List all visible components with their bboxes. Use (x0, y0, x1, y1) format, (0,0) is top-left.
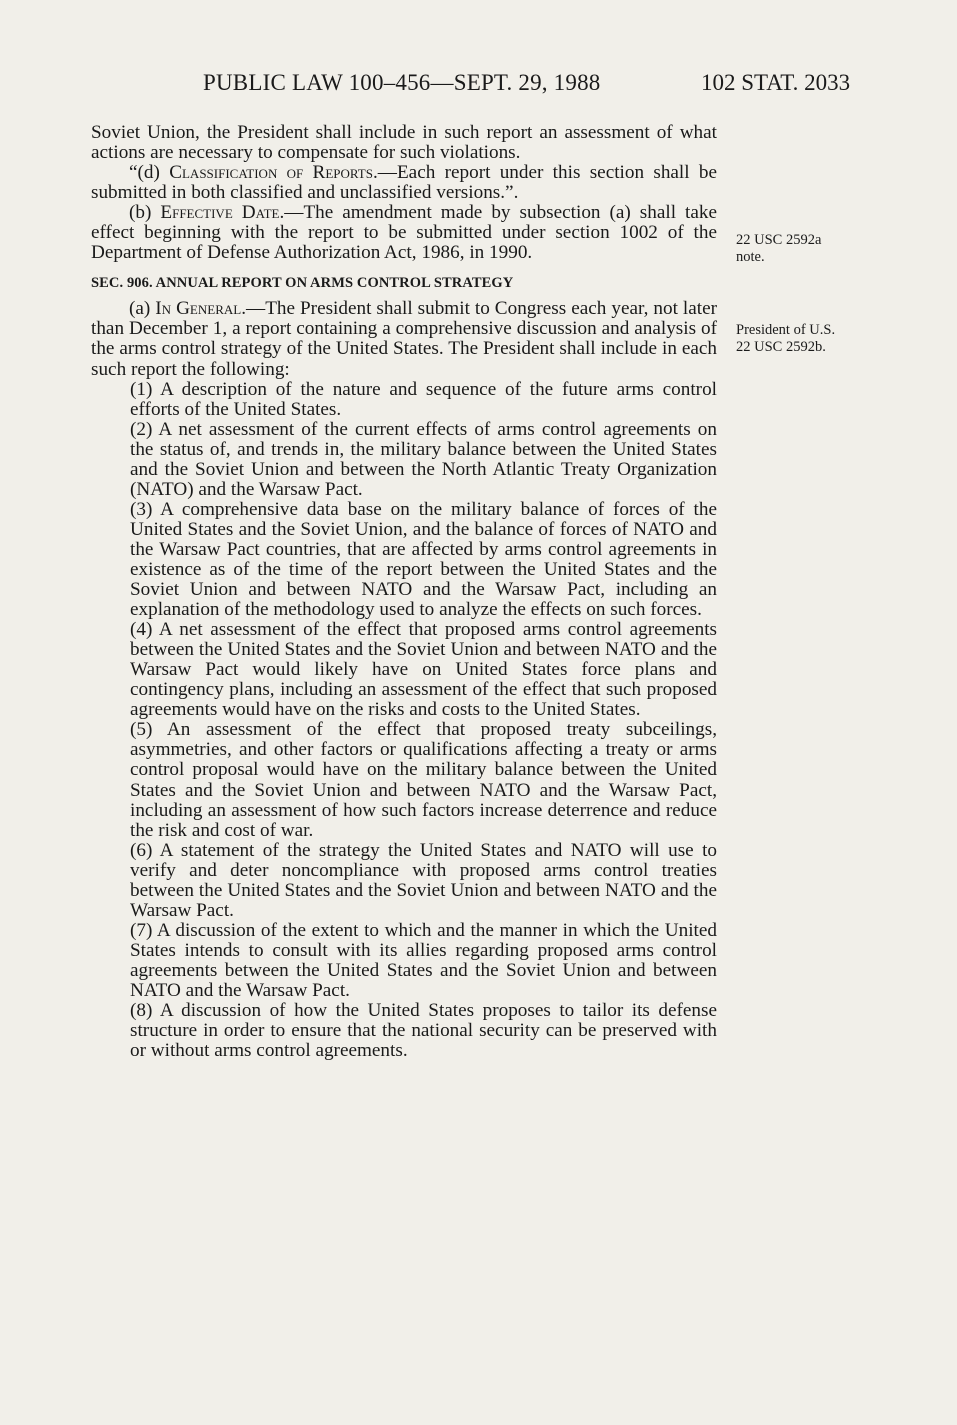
list-item: (6) A statement of the strategy the United States and NATO will use to verify and deter noncompliance with proposed arms control treaties between the United States and the Soviet Union and between NATO and the Warsaw Pact. (130, 839, 717, 921)
paragraph-subsection-b (91, 203, 717, 263)
subsection-text: .—Each report under this section shall be submitted in both classified and unclassified versions.”. (91, 162, 717, 204)
margin-note-usc-2592b (736, 322, 835, 356)
subsection-open: (a) (129, 298, 156, 320)
list-item: (5) An assessment of the effect that proposed treaty subceilings, asymmetries, and other factors or qualifications affecting a treaty or arms control proposal would have on the military balance between the United States and the Soviet Union and between NATO and the Warsaw Pact, including an assessment of how such factors increase deterrence and reduce the risk and cost of war. (130, 719, 717, 841)
page-header (0, 70, 957, 104)
document-body (91, 123, 717, 1061)
subsection-text: .—The amendment made by subsection (a) shall take effect beginning with the report to be submitted under section 1002 of the Department of Defense Authorization Act, 1986, in 1990. (91, 202, 718, 264)
list-item: (4) A net assessment of the effect that proposed arms control agreements between the United States and the Soviet Union and between NATO and the Warsaw Pact would likely have on United States force plans and contingency plans, including an assessment of the effect that such proposed agreements would have on the risks and costs to the United States. (130, 619, 717, 721)
list-item: (1) A description of the nature and sequence of the future arms control efforts of the United States. (130, 378, 717, 420)
subsection-open: “(d) (129, 162, 170, 184)
list-item: (7) A discussion of the extent to which and the manner in which the United States intends to consult with its allies regarding proposed arms control agreements between the United States and the Soviet Union and between NATO and the Warsaw Pact. (130, 919, 717, 1001)
margin-note-line: 22 USC 2592b. (736, 339, 826, 355)
section-heading: SEC. 906. ANNUAL REPORT ON ARMS CONTROL STRATEGY (91, 275, 514, 292)
subsection-heading: In General (155, 298, 242, 320)
subsection-open: (b) (129, 202, 161, 224)
paragraph-continued: Soviet Union, the President shall include in such report an assessment of what actions are necessary to compensate for such violations. (91, 122, 717, 164)
header-title: PUBLIC LAW 100–456—SEPT. 29, 1988 (203, 70, 601, 95)
subsection-heading: Classification of Reports (169, 162, 373, 184)
margin-note-usc-2592a (736, 232, 821, 266)
margin-note-line: note. (736, 249, 765, 265)
list-item: (2) A net assessment of the current effects of arms control agreements on the status of, and trends in, the military balance between the United States and the Soviet Union and between the North Atlantic Treaty Organization (NATO) and the Warsaw Pact. (130, 418, 717, 500)
header-stat-citation: 102 STAT. 2033 (701, 70, 851, 95)
subsection-heading: Effective Date (160, 202, 280, 224)
paragraph-subsection-a (91, 299, 717, 379)
margin-note-line: President of U.S. (736, 322, 836, 338)
margin-note-line: 22 USC 2592a (736, 232, 822, 248)
subsection-text: .—The President shall submit to Congress each year, not later than December 1, a report containing a comprehensive discussion and analysis of the arms control strategy of the United States. The President shall include in each such report the following: (91, 298, 718, 380)
list-item: (8) A discussion of how the United States proposes to tailor its defense structure in order to ensure that the national security can be preserved with or without arms control agreements. (130, 1000, 717, 1062)
list-item: (3) A comprehensive data base on the military balance of forces of the United States and the Soviet Union, and the balance of forces of NATO and the Warsaw Pact countries, that are affected by arms control agreements in existence as of the time of the report between the United States and the Soviet Union and between NATO and the Warsaw Pact, including an explanation of the methodology used to analyze the effects on such forces. (130, 498, 717, 621)
paragraph-subsection-d (91, 163, 717, 203)
